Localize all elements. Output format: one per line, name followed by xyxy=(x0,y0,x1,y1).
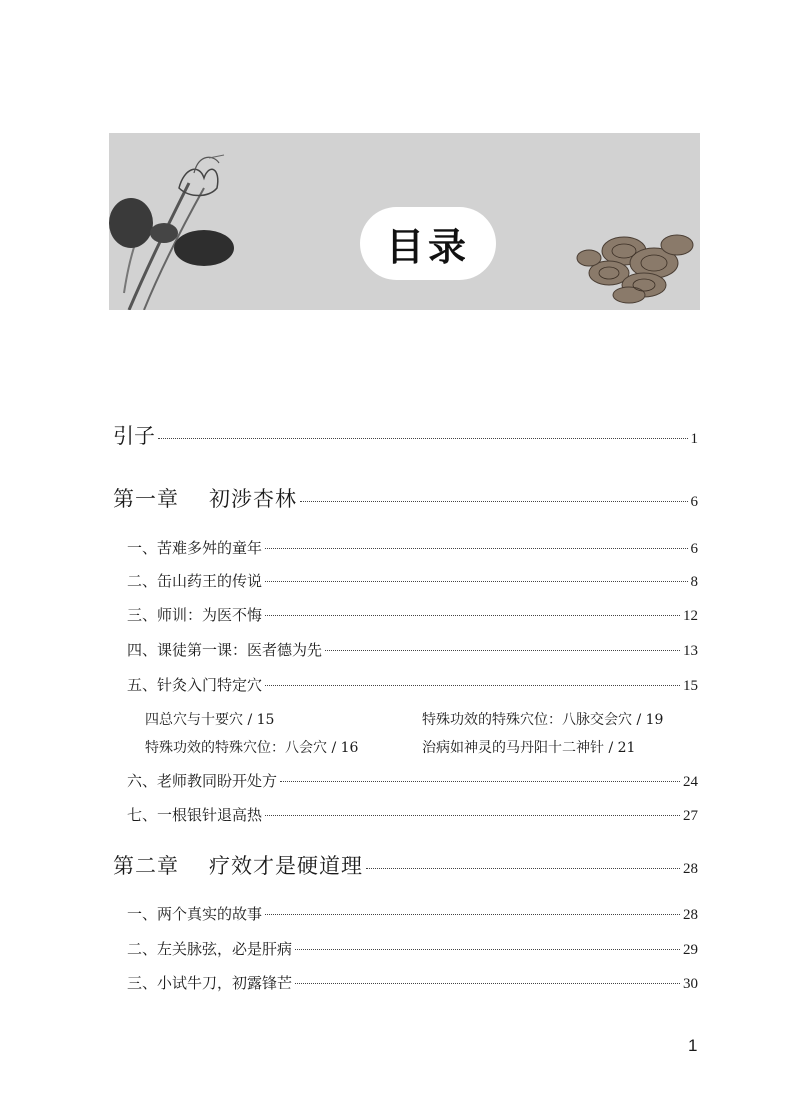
dot-leader xyxy=(265,815,680,816)
toc-entry-page: 8 xyxy=(690,574,698,590)
toc-entry-label: 二、左关脉弦，必是肝病 xyxy=(127,940,293,958)
toc-section[interactable] xyxy=(127,938,698,959)
dot-leader xyxy=(265,685,680,686)
dot-leader xyxy=(295,949,680,950)
toc-chapter-1[interactable] xyxy=(113,483,698,513)
toc-entry-label: 一、苦难多舛的童年 xyxy=(127,539,263,557)
chapter-heading xyxy=(113,483,297,513)
toc-entry-page: 1 xyxy=(690,431,698,447)
toc-chapter-2[interactable] xyxy=(113,850,698,880)
toc-entry-label: 七、一根银针退高热 xyxy=(127,806,263,824)
toc-entry-label: 三、小试牛刀，初露锋芒 xyxy=(127,974,293,992)
toc-entry-label: 一、两个真实的故事 xyxy=(127,905,263,923)
toc-entry-front[interactable] xyxy=(113,420,698,450)
page-title: 目录 xyxy=(385,225,470,269)
toc-section[interactable] xyxy=(127,604,698,625)
toc-subentry[interactable]: 治病如神灵的马丹阳十二神针 / 21 xyxy=(422,740,636,756)
toc-section[interactable] xyxy=(127,770,698,791)
toc-entry-page: 12 xyxy=(683,608,698,624)
dot-leader xyxy=(366,868,680,869)
toc-entry-label: 三、师训：为医不悔 xyxy=(127,606,263,624)
toc-section[interactable] xyxy=(127,674,698,695)
dot-leader xyxy=(265,914,680,915)
toc-subentry[interactable]: 特殊功效的特殊穴位：八会穴 / 16 xyxy=(145,740,359,756)
toc-section[interactable] xyxy=(127,537,698,558)
toc-entry-page: 13 xyxy=(683,643,698,659)
toc-entry-label: 四、课徒第一课：医者德为先 xyxy=(127,641,323,659)
toc-entry-page: 30 xyxy=(683,976,698,992)
toc-entry-page: 27 xyxy=(683,808,698,824)
toc-entry-page: 15 xyxy=(683,678,698,694)
toc-entry-page: 29 xyxy=(683,942,698,958)
dot-leader xyxy=(265,548,687,549)
dot-leader xyxy=(265,581,687,582)
toc-entry-page: 24 xyxy=(683,774,698,790)
dot-leader xyxy=(158,438,688,439)
toc-entry-page: 28 xyxy=(683,861,698,877)
chapter-title: 疗效才是硬道理 xyxy=(209,854,363,878)
page-number: 1 xyxy=(688,1036,698,1055)
title-badge xyxy=(360,207,496,280)
toc-entry-label: 引子 xyxy=(113,424,155,448)
toc-section[interactable] xyxy=(127,639,698,660)
toc-section[interactable] xyxy=(127,570,698,591)
dot-leader xyxy=(300,501,688,502)
toc-section[interactable] xyxy=(127,903,698,924)
chapter-title: 初涉杏林 xyxy=(209,487,297,511)
toc-section[interactable] xyxy=(127,804,698,825)
toc-entry-label: 二、缶山药王的传说 xyxy=(127,572,263,590)
toc-entry-label: 五、针灸入门特定穴 xyxy=(127,676,263,694)
toc-entry-page: 6 xyxy=(690,494,698,510)
dot-leader xyxy=(265,615,680,616)
chapter-number: 第二章 xyxy=(113,854,179,878)
toc-entry-page: 28 xyxy=(683,907,698,923)
toc-subentry[interactable]: 四总穴与十要穴 / 15 xyxy=(145,712,275,728)
chapter-number: 第一章 xyxy=(113,487,179,511)
toc-subentry[interactable]: 特殊功效的特殊穴位：八脉交会穴 / 19 xyxy=(422,712,664,728)
dot-leader xyxy=(325,650,680,651)
chapter-heading xyxy=(113,850,363,880)
toc-entry-label: 六、老师教同盼开处方 xyxy=(127,772,278,790)
dot-leader xyxy=(295,983,680,984)
toc-entry-page: 6 xyxy=(690,541,698,557)
toc-section[interactable] xyxy=(127,972,698,993)
dot-leader xyxy=(280,781,680,782)
